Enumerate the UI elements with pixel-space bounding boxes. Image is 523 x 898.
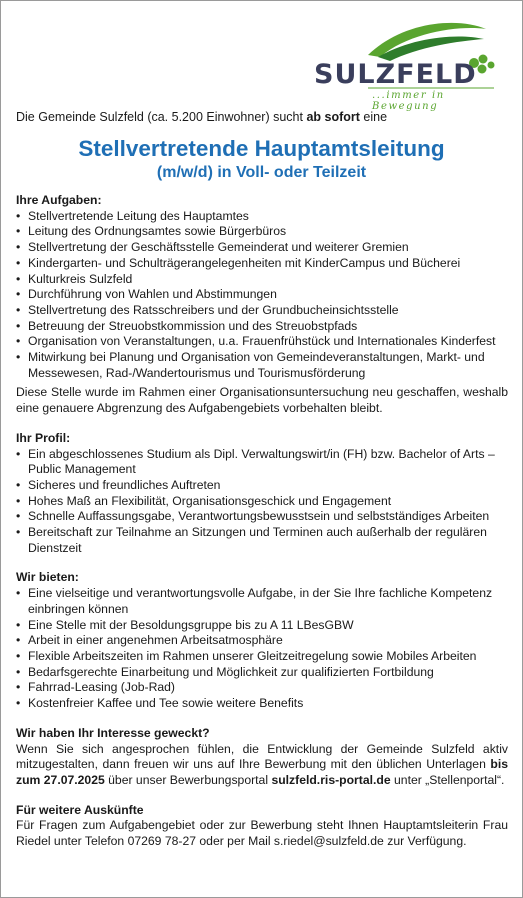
- auskunft-heading: Für weitere Auskünfte: [16, 802, 144, 817]
- bieten-list: [16, 586, 508, 712]
- list-item: • Mitwirkung bei Planung und Organisation von Gemeindeveranstaltungen, Markt- und Messewesen, Rad-/Wandertourismus und Tourismusförderung: [16, 350, 508, 381]
- aufgaben-list: [16, 209, 508, 382]
- list-item: • Schnelle Auffassungsgabe, Verantwortungsbewusstsein und selbstständiges Arbeiten: [16, 509, 508, 525]
- list-item: • Arbeit in einer angenehmen Arbeitsatmosphäre: [16, 633, 508, 649]
- interesse-text-part: über unser Bewerbungsportal: [104, 772, 272, 787]
- list-item: • Betreuung der Streuobstkommission und des Streuobstpfads: [16, 319, 508, 335]
- logo-tagline: ...immer in Bewegung: [372, 90, 445, 112]
- profil-list: [16, 447, 508, 557]
- sulzfeld-logo: [308, 15, 496, 112]
- list-item: • Eine vielseitige und verantwortungsvolle Aufgabe, in der Sie Ihre fachliche Kompetenz einbringen können: [16, 586, 508, 617]
- list-item: • Bedarfsgerechte Einarbeitung und Möglichkeit zur qualifizierten Fortbildung: [16, 665, 508, 681]
- list-item: • Kindergarten- und Schulträgerangelegenheiten mit KinderCampus und Bücherei: [16, 256, 508, 272]
- application-portal-link[interactable]: sulzfeld.ris-portal.de: [271, 772, 391, 787]
- list-item: • Organisation von Veranstaltungen, u.a. Frauenfrühstück und Internationales Kinderfest: [16, 334, 508, 350]
- list-item: • Bereitschaft zur Teilnahme an Sitzungen und Terminen auch außerhalb der regulären Dienstzeit: [16, 525, 508, 556]
- list-item: • Fahrrad-Leasing (Job-Rad): [16, 680, 508, 696]
- list-item: • Flexible Arbeitszeiten im Rahmen unserer Gleitzeitregelung sowie Mobiles Arbeiten: [16, 649, 508, 665]
- job-content: [16, 193, 508, 850]
- job-subtitle: (m/w/d) in Voll- oder Teilzeit: [156, 164, 367, 181]
- aufgaben-heading: Ihre Aufgaben:: [16, 193, 102, 207]
- logo-name: SULZFELD: [314, 59, 477, 90]
- auskunft-text: Für Fragen zum Aufgabengebiet oder zur Bewerbung steht Ihnen Hauptamtsleiterin Frau Riedel unter Telefon 07269 78-27 oder per Mail s.riedel@sulzfeld.de zur Verfügung.: [16, 818, 508, 849]
- list-item: • Stellvertretung der Geschäftsstelle Gemeinderat und weiterer Gremien: [16, 240, 508, 256]
- interesse-text: [16, 742, 508, 789]
- intro-bold: ab sofort: [306, 110, 360, 124]
- list-item: • Durchführung von Wahlen und Abstimmungen: [16, 287, 508, 303]
- application-deadline: bis zum 27.07.2025: [16, 757, 508, 787]
- list-item: • Sicheres und freundliches Auftreten: [16, 478, 508, 494]
- intro-prefix: Die Gemeinde Sulzfeld (ca. 5.200 Einwohner) sucht: [16, 110, 307, 124]
- interesse-text-part: unter „Stellenportal“.: [390, 772, 505, 787]
- list-item: • Stellvertretende Leitung des Hauptamtes: [16, 209, 508, 225]
- list-item: • Eine Stelle mit der Besoldungsgruppe bis zu A 11 LBesGBW: [16, 618, 508, 634]
- job-title: Stellvertretende Hauptamtsleitung: [78, 136, 445, 161]
- profil-heading: Ihr Profil:: [16, 430, 71, 445]
- intro-suffix: eine: [359, 110, 388, 124]
- list-item: • Kostenfreier Kaffee und Tee sowie weitere Benefits: [16, 696, 508, 712]
- list-item: • Ein abgeschlossenes Studium als Dipl. Verwaltungswirt/in (FH) bzw. Bachelor of Arts – Public Management: [16, 447, 508, 478]
- aufgaben-note: Diese Stelle wurde im Rahmen einer Organisationsuntersuchung neu geschaffen, weshalb eine genauere Abgrenzung des Aufgabengebiets vorbehalten bleibt.: [16, 385, 508, 416]
- interesse-text-part: Wenn Sie sich angesprochen fühlen, die Entwicklung der Gemeinde Sulzfeld aktiv mitzugestalten, dann freuen wir uns auf Ihre Bewerbung mit den üblichen Unterlagen: [16, 741, 508, 772]
- intro-text: [16, 110, 387, 124]
- list-item: • Leitung des Ordnungsamtes sowie Bürgerbüros: [16, 224, 508, 240]
- interesse-heading: Wir haben Ihr Interesse geweckt?: [16, 725, 210, 740]
- list-item: • Hohes Maß an Flexibilität, Organisationsgeschick und Engagement: [16, 494, 508, 510]
- list-item: • Kulturkreis Sulzfeld: [16, 272, 508, 288]
- bieten-heading: Wir bieten:: [16, 570, 79, 585]
- list-item: • Stellvertretung des Ratsschreibers und der Grundbucheinsichtsstelle: [16, 303, 508, 319]
